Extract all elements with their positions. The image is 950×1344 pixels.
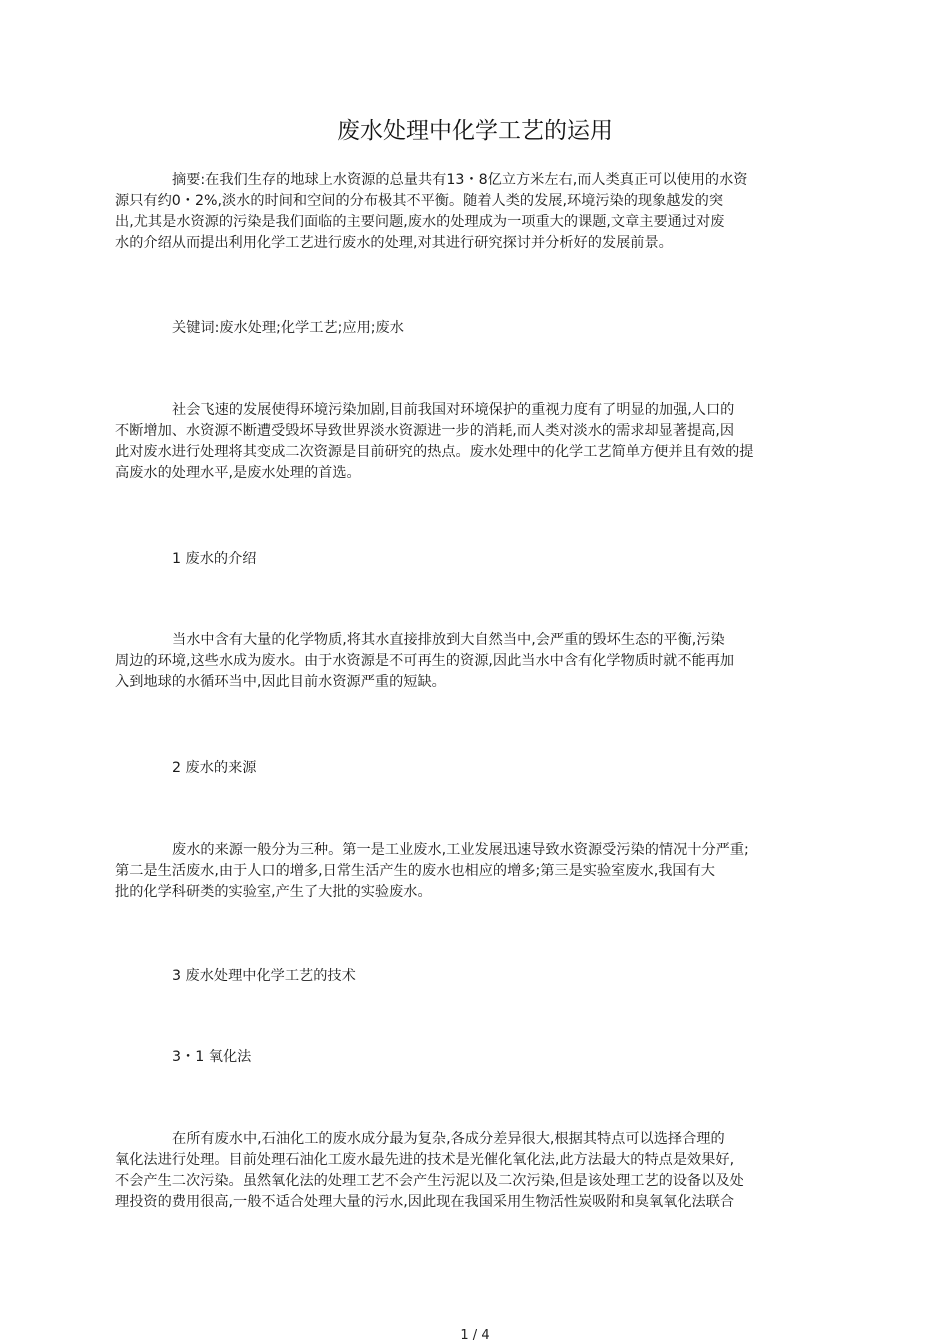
section3-1-paragraph (115, 1129, 835, 1213)
section-heading-3-1: 3・1 氧化法 (172, 1049, 252, 1065)
section-heading-3: 3 废水处理中化学工艺的技术 (172, 968, 356, 984)
section2-paragraph (115, 840, 835, 903)
abstract-paragraph (115, 170, 835, 254)
section3-1-line: 在所有废水中,石油化工的废水成分最为复杂,各成分差异很大,根据其特点可以选择合理的 (172, 1131, 725, 1147)
intro-line: 社会飞速的发展使得环境污染加剧,目前我国对环境保护的重视力度有了明显的加强,人口的 (172, 402, 735, 418)
section2-line: 第二是生活废水,由于人口的增多,日常生活产生的废水也相应的增多;第三是实验室废水,我国有大 (115, 863, 715, 879)
page-number: 1 / 4 (460, 1328, 490, 1343)
section3-1-line: 氧化法进行处理。目前处理石油化工废水最先进的技术是光催化氧化法,此方法最大的特点是效果好, (115, 1152, 735, 1168)
section1-line: 当水中含有大量的化学物质,将其水直接排放到大自然当中,会严重的毁坏生态的平衡,污染 (172, 632, 725, 648)
abstract-line: 出,尤其是水资源的污染是我们面临的主要问题,废水的处理成为一项重大的课题,文章主要通过对废 (115, 214, 725, 230)
abstract-line: 摘要:在我们生存的地球上水资源的总量共有13・8亿立方米左右,而人类真正可以使用的水资 (172, 172, 748, 188)
document-title: 废水处理中化学工艺的运用 (337, 118, 613, 144)
keywords-line: 关键词:废水处理;化学工艺;应用;废水 (172, 320, 404, 336)
abstract-line: 水的介绍从而提出利用化学工艺进行废水的处理,对其进行研究探讨并分析好的发展前景。 (115, 235, 673, 251)
section-heading-1: 1 废水的介绍 (172, 551, 257, 567)
abstract-line: 源只有约0・2%,淡水的时间和空间的分布极其不平衡。随着人类的发展,环境污染的现象越发的突 (115, 193, 724, 209)
section3-1-line: 不会产生二次污染。虽然氧化法的处理工艺不会产生污泥以及二次污染,但是该处理工艺的设备以及处 (115, 1173, 744, 1189)
intro-paragraph (115, 400, 835, 484)
section2-line: 批的化学科研类的实验室,产生了大批的实验废水。 (115, 884, 432, 900)
section3-1-line: 理投资的费用很高,一般不适合处理大量的污水,因此现在我国采用生物活性炭吸附和臭氧氧化法联合 (115, 1194, 735, 1210)
intro-line: 此对废水进行处理将其变成二次资源是目前研究的热点。废水处理中的化学工艺简单方便并且有效的提 (115, 444, 754, 460)
section1-line: 入到地球的水循环当中,因此目前水资源严重的短缺。 (115, 674, 446, 690)
intro-line: 高废水的处理水平,是废水处理的首选。 (115, 465, 361, 481)
section1-line: 周边的环境,这些水成为废水。由于水资源是不可再生的资源,因此当水中含有化学物质时就不能再加 (115, 653, 735, 669)
intro-line: 不断增加、水资源不断遭受毁坏导致世界淡水资源进一步的消耗,而人类对淡水的需求却显著提高,因 (115, 423, 735, 439)
section2-line: 废水的来源一般分为三种。第一是工业废水,工业发展迅速导致水资源受污染的情况十分严重; (172, 842, 749, 858)
section-heading-2: 2 废水的来源 (172, 760, 257, 776)
section1-paragraph (115, 630, 835, 693)
